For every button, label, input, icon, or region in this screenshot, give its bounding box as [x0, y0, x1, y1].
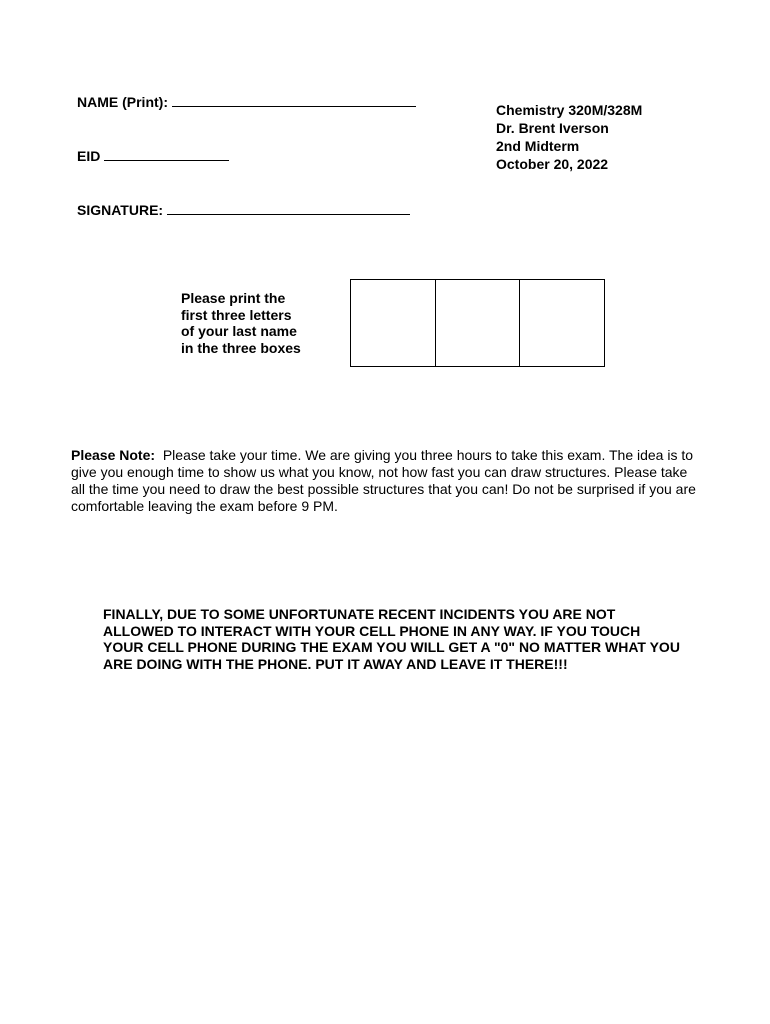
initial-box-3[interactable] — [520, 280, 604, 366]
initial-box-1[interactable] — [351, 280, 436, 366]
signature-field[interactable] — [77, 202, 410, 218]
instruction-line: of your last name — [181, 323, 297, 340]
note-label: Please Note: — [71, 447, 156, 463]
instruction-line: in the three boxes — [181, 340, 301, 357]
signature-label: SIGNATURE: — [77, 202, 164, 218]
instruction-line: Please print the — [181, 290, 286, 306]
exam-note — [71, 447, 701, 515]
eid-blank-line[interactable] — [104, 159, 229, 161]
course-title: Chemistry 320M/328M — [496, 102, 643, 118]
name-label: NAME (Print): — [77, 94, 168, 110]
initials-instructions — [181, 290, 301, 357]
name-field[interactable] — [77, 94, 416, 110]
exam-date: October 20, 2022 — [496, 156, 609, 172]
name-blank-line[interactable] — [172, 105, 416, 107]
course-info — [496, 101, 642, 173]
initials-boxes — [350, 279, 605, 367]
initial-box-2[interactable] — [436, 280, 521, 366]
cell-phone-warning: FINALLY, DUE TO SOME UNFORTUNATE RECENT INCIDENTS YOU ARE NOT ALLOWED TO INTERACT WITH YOUR CELL PHONE IN ANY WAY. IF YOU TOUCH YOUR CELL PHONE DURING THE EXAM YOU WILL GET A "0" NO MATTER WHAT YOU ARE DOING WITH THE PHONE. PUT IT AWAY AND LEAVE IT THERE!!! — [103, 606, 680, 672]
note-text: Please take your time. We are giving you three hours to take this exam. The idea is to give you enough time to show us what you know, not how fast you can draw structures. Please take all the time you need to draw the best possible structures that you can! Do not be surprised if you are comfortable leaving the exam before 9 PM. — [71, 447, 696, 514]
eid-field[interactable] — [77, 148, 229, 164]
instructor-name: Dr. Brent Iverson — [496, 120, 609, 136]
instruction-line: first three letters — [181, 306, 292, 323]
eid-label: EID — [77, 148, 101, 164]
signature-blank-line[interactable] — [167, 213, 410, 215]
exam-name: 2nd Midterm — [496, 138, 580, 154]
